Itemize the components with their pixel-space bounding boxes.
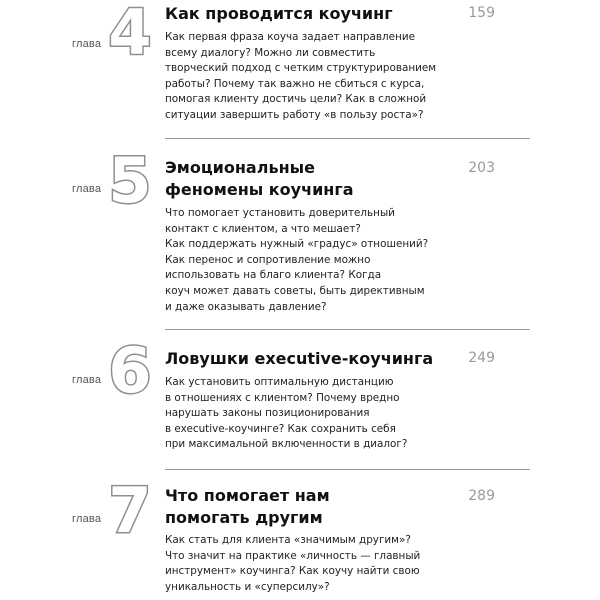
chapter-description: Как установить оптимальную дистанцию в отношениях с клиентом? Почему вредно нарушать законы позиционирования в executive-коучинге? Как сохранить себя при максимальной включенности в диалог? (165, 376, 408, 451)
chapter-description: Как стать для клиента «значимым другим»? Что значит на практике «личность — главный инструмент» коучинга? Как коучу найти свою уникальность и «суперсилу»? (165, 534, 421, 593)
chapter-label: глава (72, 374, 102, 386)
chapter-number: 5 (108, 144, 152, 217)
chapter-page-number: 203 (468, 160, 495, 176)
chapter-page-number: 249 (468, 350, 495, 366)
chapter-page-number: 159 (468, 5, 495, 21)
chapter-divider (165, 329, 530, 330)
chapter-number: 4 (108, 0, 152, 69)
chapter-title: Эмоциональные феномены коучинга (165, 158, 354, 199)
chapter-description: Как первая фраза коуча задает направление всему диалогу? Можно ли совместить творческий подход с четким структурированием работы? Почему так важно не сбиться с курса, помогая клиенту достичь цели? Как в сложной ситуации завершить работу «в пользу роста»? (165, 31, 437, 121)
chapter-divider (165, 138, 530, 139)
chapter-label: глава (72, 183, 102, 195)
chapter-page-number: 289 (468, 488, 495, 504)
chapter-number: 6 (108, 334, 152, 407)
chapter-number: 7 (108, 474, 152, 547)
chapter-title: Что помогает нам помогать другим (165, 486, 330, 527)
chapter-title: Как проводится коучинг (165, 4, 393, 23)
chapter-title: Ловушки executive-коучинга (165, 349, 434, 368)
chapter-label: глава (72, 38, 102, 50)
chapter-divider (165, 469, 530, 470)
chapter-label: глава (72, 513, 102, 525)
chapter-description: Что помогает установить доверительный контакт с клиентом, а что мешает? Как поддержать нужный «градус» отношений? Как перенос и сопротивление можно использовать на благо клиента? Когда коуч может давать советы, быть директивным и даже оказывать давление? (165, 207, 429, 313)
